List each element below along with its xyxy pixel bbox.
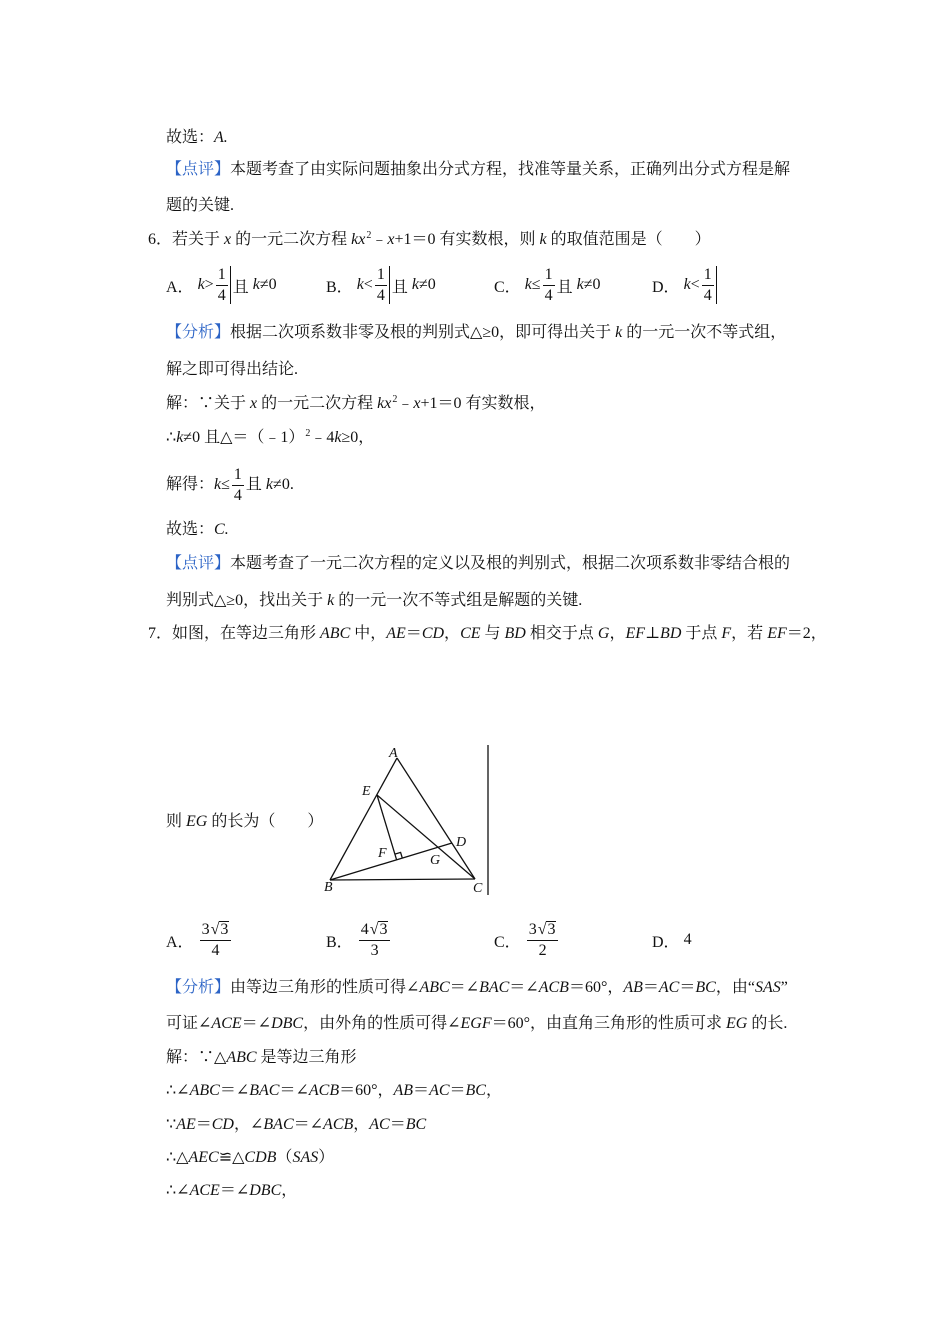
text-segment: 与 (480, 625, 505, 642)
text-segment: ≤ (221, 476, 230, 493)
option-label: C． (494, 933, 521, 951)
text-segment: 的一元二次方程 (257, 395, 378, 412)
q7-option-a (166, 920, 233, 960)
q6-analysis-line-2 (166, 360, 298, 380)
text-segment: > (204, 276, 214, 293)
text-segment: ） (318, 1149, 335, 1166)
option-body (684, 266, 719, 304)
text-segment: ＝ (389, 1116, 406, 1133)
text-segment: 6．若关于 (148, 231, 225, 248)
text-segment: ，由外角的性质可得∠ (303, 1015, 461, 1032)
math-variable: AC (369, 1116, 390, 1133)
math-variable: EF (625, 625, 645, 642)
q6-comment-line-2 (166, 591, 582, 611)
side-bc (330, 879, 475, 880)
q6-solution-line-1 (166, 394, 546, 414)
q5-comment-line-1 (166, 160, 790, 180)
text-segment: ，若 (731, 625, 768, 642)
math-variable: ABC (226, 1049, 257, 1066)
math-variable: AB (623, 979, 643, 996)
text-segment: ∴△ (166, 1149, 189, 1166)
math-variable: EG (726, 1015, 748, 1032)
option-body (357, 266, 436, 304)
text-segment: 解：∵△ (166, 1049, 227, 1066)
math-variable: k (252, 276, 260, 293)
text-segment: 的一元二次方程 (231, 231, 352, 248)
math-variable: x (250, 395, 258, 412)
fraction (543, 266, 555, 304)
text-segment: ＝∠ (279, 1082, 309, 1099)
math-variable: EF (767, 625, 787, 642)
text-segment: ＝ (449, 1082, 466, 1099)
text-segment: +1＝0 有实数根，则 (394, 231, 540, 248)
text-segment: < (363, 276, 373, 293)
option-label: B． (326, 278, 353, 296)
text-segment: ＝2， (786, 625, 827, 642)
coefficient: 4 (360, 921, 369, 938)
option-label: D． (652, 278, 680, 296)
fraction-numerator: 1 (543, 266, 555, 286)
side-ab (330, 758, 397, 880)
text-segment: 可证∠ (166, 1015, 212, 1032)
label-b: B (324, 880, 333, 895)
text-segment: ∵ (166, 1116, 177, 1133)
math-variable: DBC (271, 1015, 304, 1032)
math-variable: BC (405, 1116, 427, 1133)
option-label: C． (494, 278, 521, 296)
text-segment: ≤ (531, 276, 541, 293)
text-segment: ＝∠ (293, 1116, 324, 1133)
q7-analysis-line-1 (166, 978, 788, 998)
math-variable: k (334, 429, 342, 446)
fraction-denominator: 4 (233, 486, 242, 504)
option-body (525, 266, 601, 304)
text-segment: 4 (683, 931, 692, 948)
math-variable: AC (658, 979, 680, 996)
math-variable: EGF (460, 1015, 492, 1032)
math-variable: k (327, 592, 335, 609)
math-variable: x (387, 231, 395, 248)
text-segment: ﹣ (397, 395, 414, 412)
text-segment: 且 (391, 278, 412, 296)
text-segment: ＝ (405, 625, 422, 642)
fraction-numerator: 1 (232, 466, 244, 486)
option-body (525, 921, 561, 959)
text-segment: 题的关键. (166, 197, 235, 214)
superscript: 2 (305, 427, 311, 439)
label-g: G (430, 853, 441, 868)
option-body (198, 921, 234, 959)
text-segment: ≥0， (341, 429, 375, 446)
text-segment: 本题考查了由实际问题抽象出分式方程，找准等量关系，正确列出分式方程是解 (230, 161, 791, 178)
math-variable: ABC (320, 625, 351, 642)
text-segment: ＝60°， (339, 1082, 394, 1099)
fraction-denominator: 3 (370, 941, 379, 959)
math-variable: k (356, 276, 364, 293)
text-segment: ＝∠ (449, 979, 480, 996)
math-variable: AE (386, 625, 406, 642)
math-variable: SAS (292, 1149, 319, 1166)
text-segment: ≠0 (583, 276, 601, 293)
section-tag: 【分析】 (166, 324, 231, 341)
text-segment: ＝ (195, 1116, 212, 1133)
text-segment: 相交于点 (525, 625, 598, 642)
math-variable: k (214, 476, 222, 493)
text-segment: ∴ (166, 429, 177, 446)
text-segment: ∴∠ (166, 1182, 190, 1199)
q6-answer-line (166, 520, 229, 540)
text-segment: ≠0 且△＝（﹣1） (183, 429, 305, 446)
math-variable: BAC (249, 1082, 280, 1099)
q7-triangle-figure (300, 730, 500, 910)
q5-answer-line (166, 128, 228, 148)
option-label: A． (166, 933, 194, 951)
q6-analysis-line-1 (166, 323, 786, 343)
q7-solution-line-1 (166, 1048, 357, 1068)
math-variable: k (524, 276, 532, 293)
text-segment: （ (276, 1149, 293, 1166)
math-variable: BAC (479, 979, 510, 996)
math-variable: k (683, 276, 691, 293)
q5-comment-line-2 (166, 196, 234, 216)
fraction-numerator (527, 921, 559, 941)
math-variable: CD (421, 625, 445, 642)
q6-option-d (652, 265, 719, 305)
text-segment: ＝∠ (241, 1015, 272, 1032)
text-segment: ，由“ (715, 979, 755, 996)
math-variable: k (197, 276, 205, 293)
text-segment: 由等边三角形的性质可得∠ (230, 979, 420, 996)
math-variable: ACB (308, 1082, 340, 1099)
option-label: A． (166, 278, 194, 296)
superscript: 2 (392, 393, 398, 405)
q7-solution-line-4 (166, 1148, 334, 1168)
option-body (684, 931, 692, 949)
q7-option-b (326, 920, 392, 960)
fraction (216, 266, 231, 304)
math-variable: x (224, 231, 232, 248)
label-f: F (378, 846, 387, 861)
math-variable: CDB (244, 1149, 277, 1166)
text-segment: ∴∠ (166, 1082, 190, 1099)
text-segment: ＝60°， (568, 979, 624, 996)
q7-option-c (494, 920, 560, 960)
q6-comment-line-1 (166, 554, 790, 574)
text-segment: ≠0. (273, 476, 294, 493)
math-variable: BAC (263, 1116, 294, 1133)
math-variable: k (615, 324, 623, 341)
text-segment: ， (609, 625, 626, 642)
math-variable: G (597, 625, 610, 642)
q6-option-a (166, 265, 277, 305)
text-segment: ，∠ (233, 1116, 264, 1133)
label-a: A (389, 746, 398, 761)
coefficient: 3 (201, 921, 210, 938)
text-segment: ＝∠ (509, 979, 539, 996)
text-segment: 中， (350, 625, 387, 642)
text-segment: ， (281, 1182, 298, 1199)
text-segment: ﹣4 (310, 429, 335, 446)
text-segment: ＝∠ (219, 1182, 250, 1199)
text-segment: 本题考查了一元二次方程的定义以及根的判别式，根据二次项系数非零结合根的 (230, 555, 791, 572)
math-variable: AB (393, 1082, 414, 1099)
math-variable: AEC (188, 1149, 219, 1166)
fraction-numerator (200, 921, 232, 941)
text-segment: 根据二次项系数非零及根的判别式△≥0，即可得出关于 (230, 324, 616, 341)
math-variable: DBC (249, 1182, 282, 1199)
q7-stem-line-1 (148, 624, 827, 644)
fraction (527, 921, 559, 959)
text-segment: 则 (166, 813, 187, 830)
fraction-denominator: 4 (217, 286, 226, 304)
radical-sign: √ (210, 921, 220, 938)
math-variable: k (176, 429, 184, 446)
fraction-denominator: 4 (544, 286, 553, 304)
text-segment: 故选： (166, 129, 215, 146)
radicand: 3 (379, 920, 388, 938)
math-variable: CE (460, 625, 481, 642)
coefficient: 3 (528, 921, 537, 938)
fraction-numerator: 1 (216, 266, 228, 286)
text-segment: 解：∵关于 (166, 395, 251, 412)
text-segment: 的取值范围是（ ） (546, 231, 711, 248)
q6-option-c (494, 265, 600, 305)
text-segment: ＝ (679, 979, 696, 996)
fraction-denominator: 4 (211, 941, 220, 959)
radical-sign: √ (369, 921, 379, 938)
option-body (198, 266, 277, 304)
q6-solution-line-3 (166, 465, 294, 505)
q6-solution-line-2 (166, 428, 374, 448)
math-variable: ACE (189, 1182, 220, 1199)
math-variable: AC (429, 1082, 450, 1099)
text-segment: ＝ (642, 979, 659, 996)
superscript: 2 (366, 229, 372, 241)
math-variable: ABC (189, 1082, 220, 1099)
section-tag: 【分析】 (166, 979, 231, 996)
q7-solution-line-2 (166, 1081, 502, 1101)
label-e: E (362, 784, 371, 799)
math-variable: EG (186, 813, 208, 830)
text-segment: 7．如图，在等边三角形 (148, 625, 321, 642)
option-label: B． (326, 933, 353, 951)
text-segment: 于点 (681, 625, 722, 642)
fraction-numerator: 1 (702, 266, 714, 286)
math-variable: x (413, 395, 421, 412)
q7-solution-line-5 (166, 1181, 297, 1201)
text-segment: ≠0 (259, 276, 277, 293)
text-segment: 的一元一次不等式组是解题的关键. (334, 592, 583, 609)
fraction-denominator: 4 (703, 286, 712, 304)
text-segment: 判别式△≥0，找出关于 (166, 592, 328, 609)
q7-solution-line-3 (166, 1115, 426, 1135)
label-d: D (456, 835, 467, 850)
math-variable: BC (465, 1082, 486, 1099)
section-tag: 【点评】 (166, 555, 231, 572)
text-segment: +1＝0 有实数根， (420, 395, 546, 412)
math-variable: k (265, 476, 274, 493)
text-segment: 故选： (166, 521, 215, 538)
text-segment: ” (780, 979, 788, 996)
math-variable: kx (351, 231, 366, 248)
text-segment: ＝60°，由直角三角形的性质可求 (491, 1015, 726, 1032)
radicand: 3 (547, 920, 556, 938)
fraction-denominator: 2 (538, 941, 547, 959)
radical-sign: √ (537, 921, 547, 938)
option-body (357, 921, 393, 959)
text-segment: 解得： (166, 476, 215, 493)
text-segment: ＝ (413, 1082, 430, 1099)
text-segment: 是等边三角形 (256, 1049, 357, 1066)
math-variable: k (539, 231, 547, 248)
math-variable: CD (211, 1116, 234, 1133)
section-tag: 【点评】 (166, 161, 231, 178)
math-variable: ACE (211, 1015, 242, 1032)
label-c: C (473, 881, 483, 896)
math-variable: BD (660, 625, 682, 642)
text-segment: 且 (245, 476, 266, 493)
math-variable: ABC (419, 979, 450, 996)
text-segment: ， (444, 625, 461, 642)
text-segment: ﹣ (371, 231, 388, 248)
text-segment: ≠0 (418, 276, 436, 293)
q7-analysis-line-2 (166, 1014, 787, 1034)
text-segment: ， (485, 1082, 502, 1099)
text-segment: ⊥ (645, 625, 661, 642)
math-variable: BD (504, 625, 526, 642)
math-variable: BC (695, 979, 716, 996)
math-variable: AE (176, 1116, 196, 1133)
text-segment: 且 (556, 278, 577, 296)
fraction (200, 921, 232, 959)
fraction-denominator: 4 (376, 286, 385, 304)
math-variable: F (721, 625, 732, 642)
text-segment: 的长. (747, 1015, 788, 1032)
q6-option-b (326, 265, 436, 305)
text-segment: 的一元一次不等式组， (622, 324, 787, 341)
math-variable: kx (377, 395, 392, 412)
fraction (359, 921, 391, 959)
option-label: D． (652, 933, 680, 951)
fraction-numerator: 1 (375, 266, 387, 286)
radicand: 3 (220, 920, 229, 938)
math-variable: C. (214, 521, 229, 538)
math-variable: A. (214, 129, 228, 146)
text-segment: 且 (232, 278, 253, 296)
text-segment: 的长为（ ） (207, 813, 324, 830)
text-segment: 解之即可得出结论. (166, 361, 299, 378)
q6-stem (148, 230, 711, 250)
math-variable: k (576, 276, 584, 293)
fraction-numerator (359, 921, 391, 941)
text-segment: ≌△ (218, 1149, 245, 1166)
fraction (375, 266, 390, 304)
math-variable: k (411, 276, 419, 293)
text-segment: ＝∠ (219, 1082, 250, 1099)
math-variable: ACB (538, 979, 569, 996)
text-segment: < (690, 276, 700, 293)
text-segment: ， (353, 1116, 370, 1133)
math-variable: ACB (323, 1116, 354, 1133)
fraction (232, 466, 244, 504)
math-variable: SAS (754, 979, 781, 996)
q7-option-d (652, 920, 692, 960)
fraction (702, 266, 717, 304)
